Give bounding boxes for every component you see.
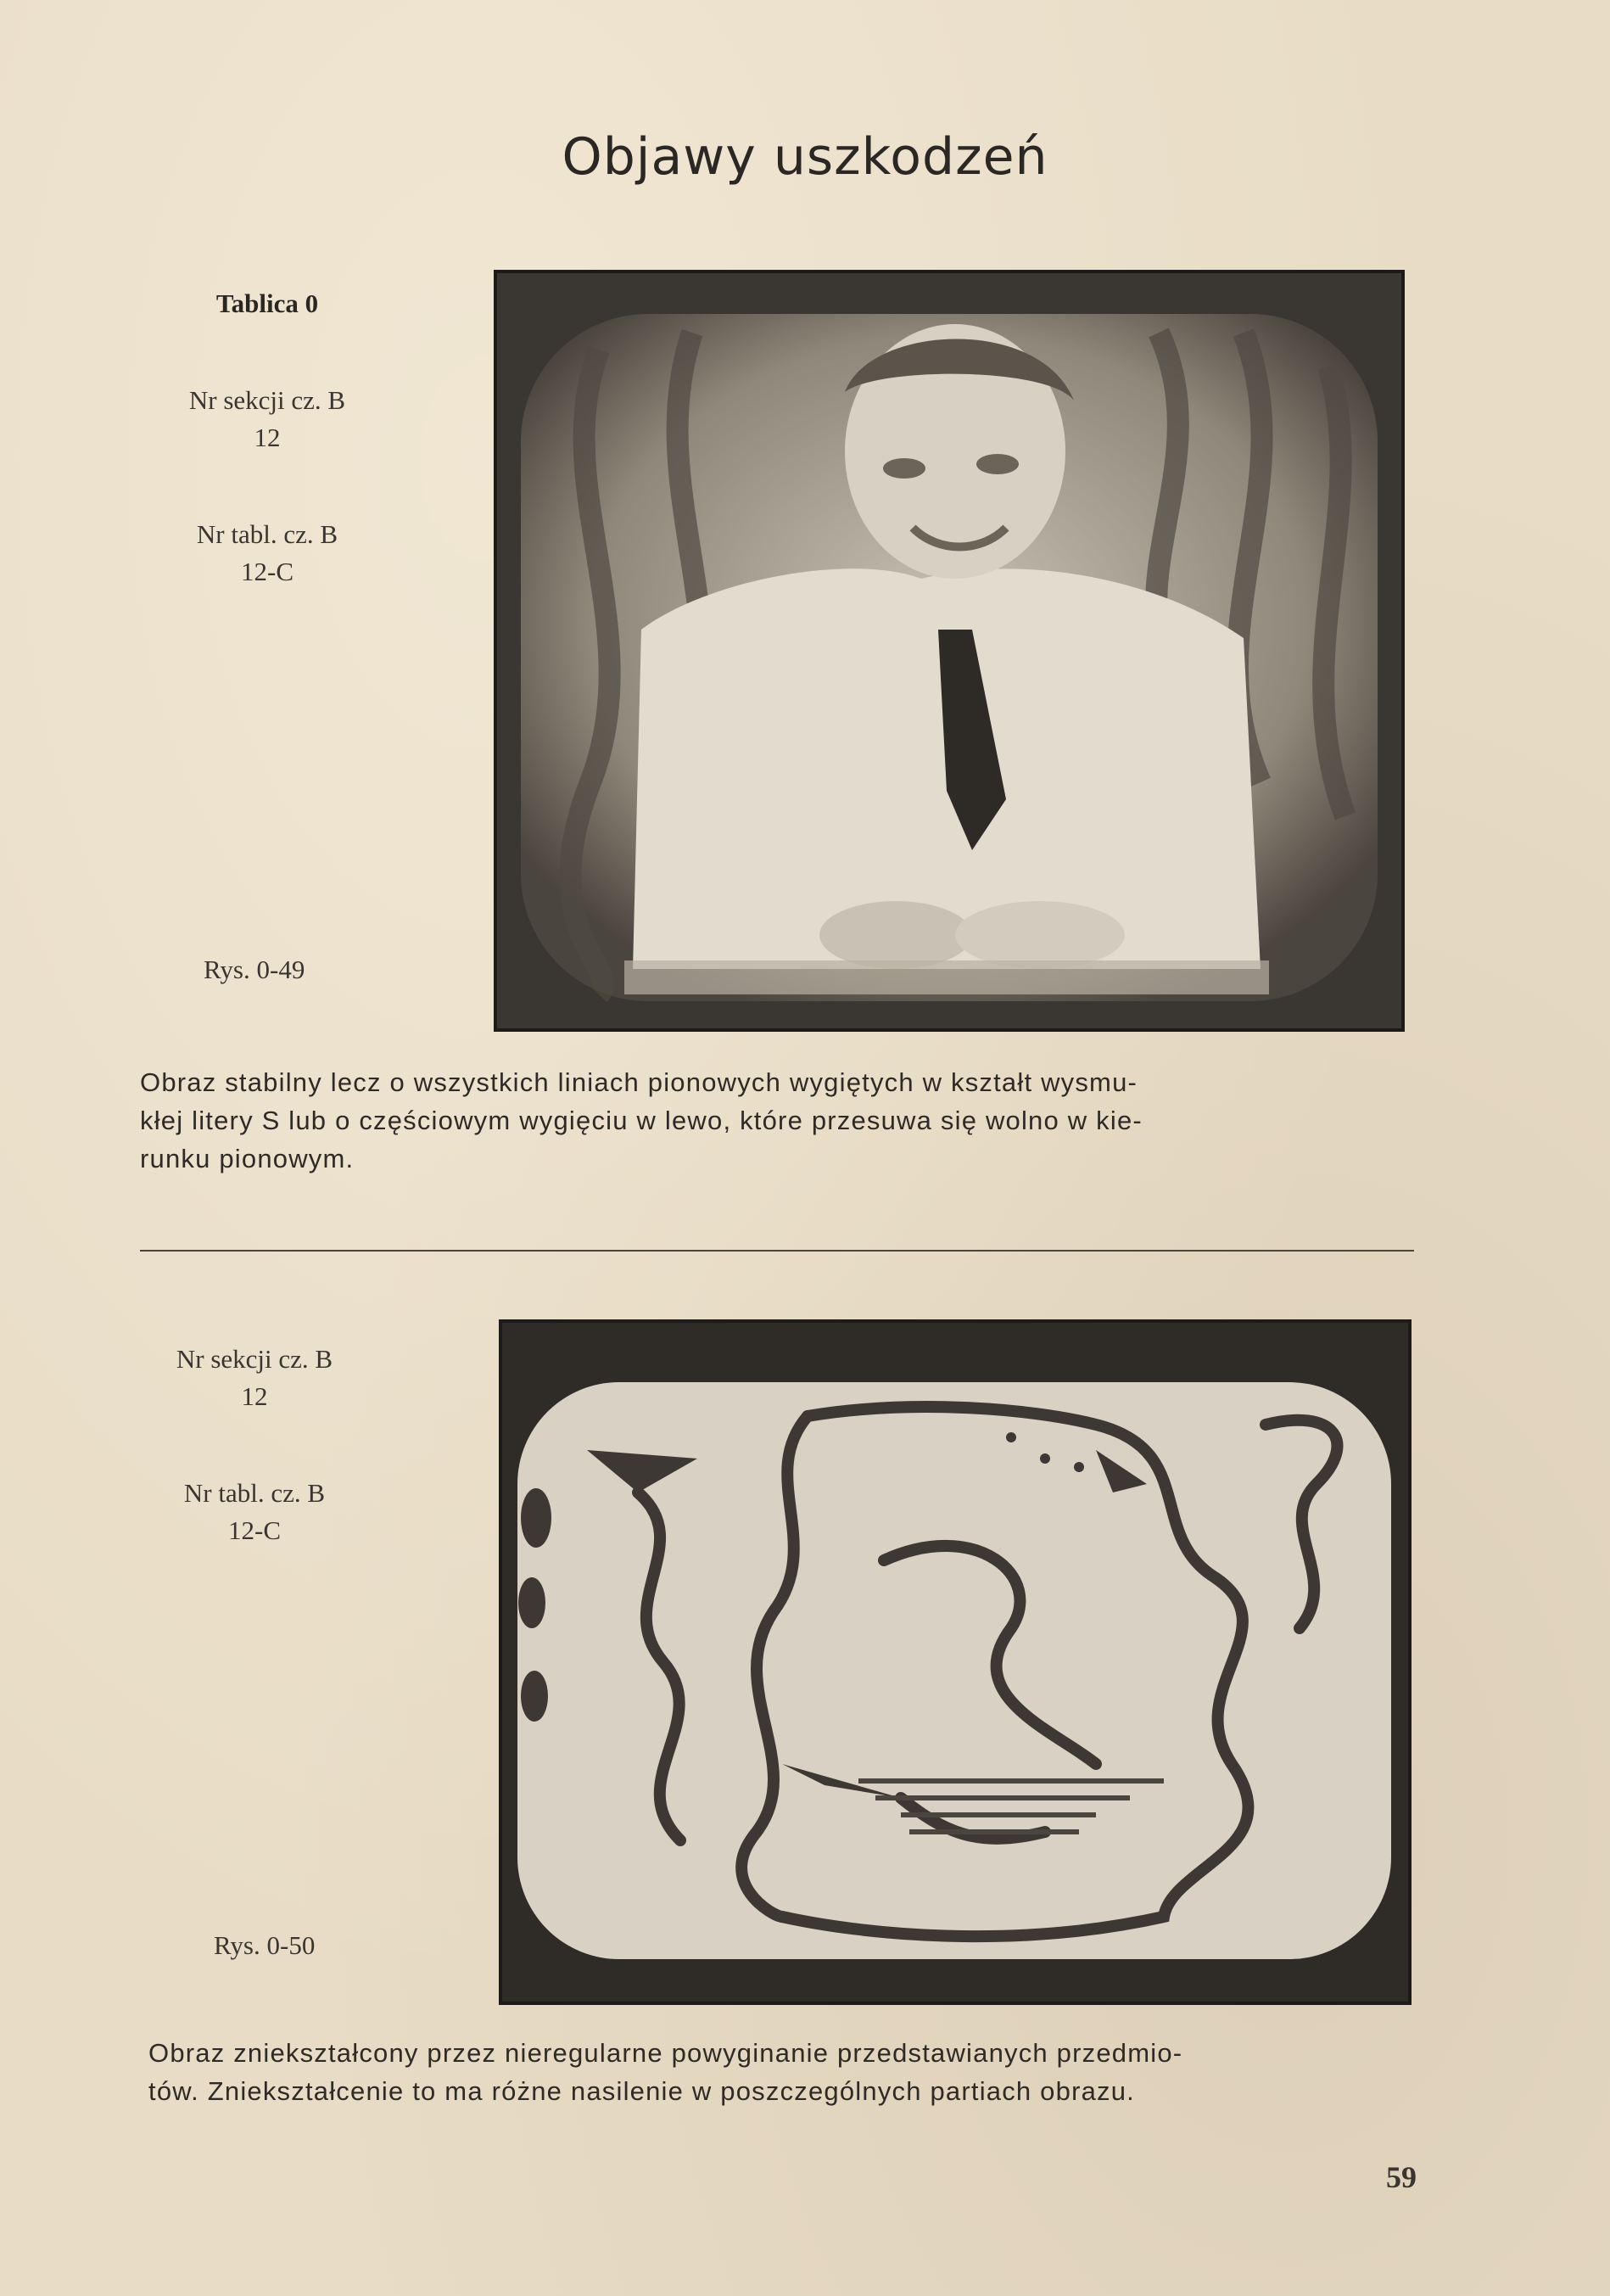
caption-line: Obraz zniekształcony przez nieregularne powyginanie przedstawianych przedmio- [148, 2038, 1183, 2068]
distorted-portrait-image [497, 273, 1401, 1028]
section1-meta [127, 382, 407, 456]
figure-caption-2 [148, 2034, 1421, 2110]
table-label: Tablica 0 [215, 288, 319, 318]
caption-line: kłej litery S lub o częściowym wygięciu w lewo, które przesuwa się wolno w kie- [140, 1106, 1143, 1135]
figure-label: Rys. 0-50 [214, 1930, 316, 1960]
figure-label: Rys. 0-49 [204, 955, 305, 984]
section-number-label: Nr sekcji cz. B [188, 385, 346, 415]
section2-meta [115, 1341, 394, 1415]
page-number: 59 [1386, 2160, 1417, 2194]
section-number-value: 12 [241, 1381, 268, 1411]
figure-caption-1 [140, 1063, 1412, 1178]
table-number-label: Nr tabl. cz. B [196, 519, 338, 549]
caption-line: tów. Zniekształcenie to ma różne nasilenie w poszczególnych partiach obrazu. [148, 2076, 1135, 2106]
section-number-label: Nr sekcji cz. B [176, 1344, 333, 1374]
section2-table-meta [115, 1475, 394, 1549]
caption-line: Obraz stabilny lecz o wszystkich liniach pionowych wygiętych w kształt wysmu- [140, 1067, 1138, 1097]
section-divider [140, 1250, 1414, 1252]
caption-line: runku pionowym. [140, 1144, 355, 1173]
table-number-label: Nr tabl. cz. B [183, 1478, 326, 1508]
tv-screen-figure-2 [499, 1319, 1412, 2005]
section1-table-meta [127, 516, 407, 591]
wavy-distorted-image [502, 1323, 1408, 2002]
section-number-value: 12 [254, 423, 281, 452]
table-number-value: 12-C [241, 557, 293, 586]
page-title: Objawy uszkodzeń [562, 127, 1048, 187]
tv-screen-figure-1 [494, 270, 1405, 1032]
table-number-value: 12-C [228, 1515, 281, 1545]
